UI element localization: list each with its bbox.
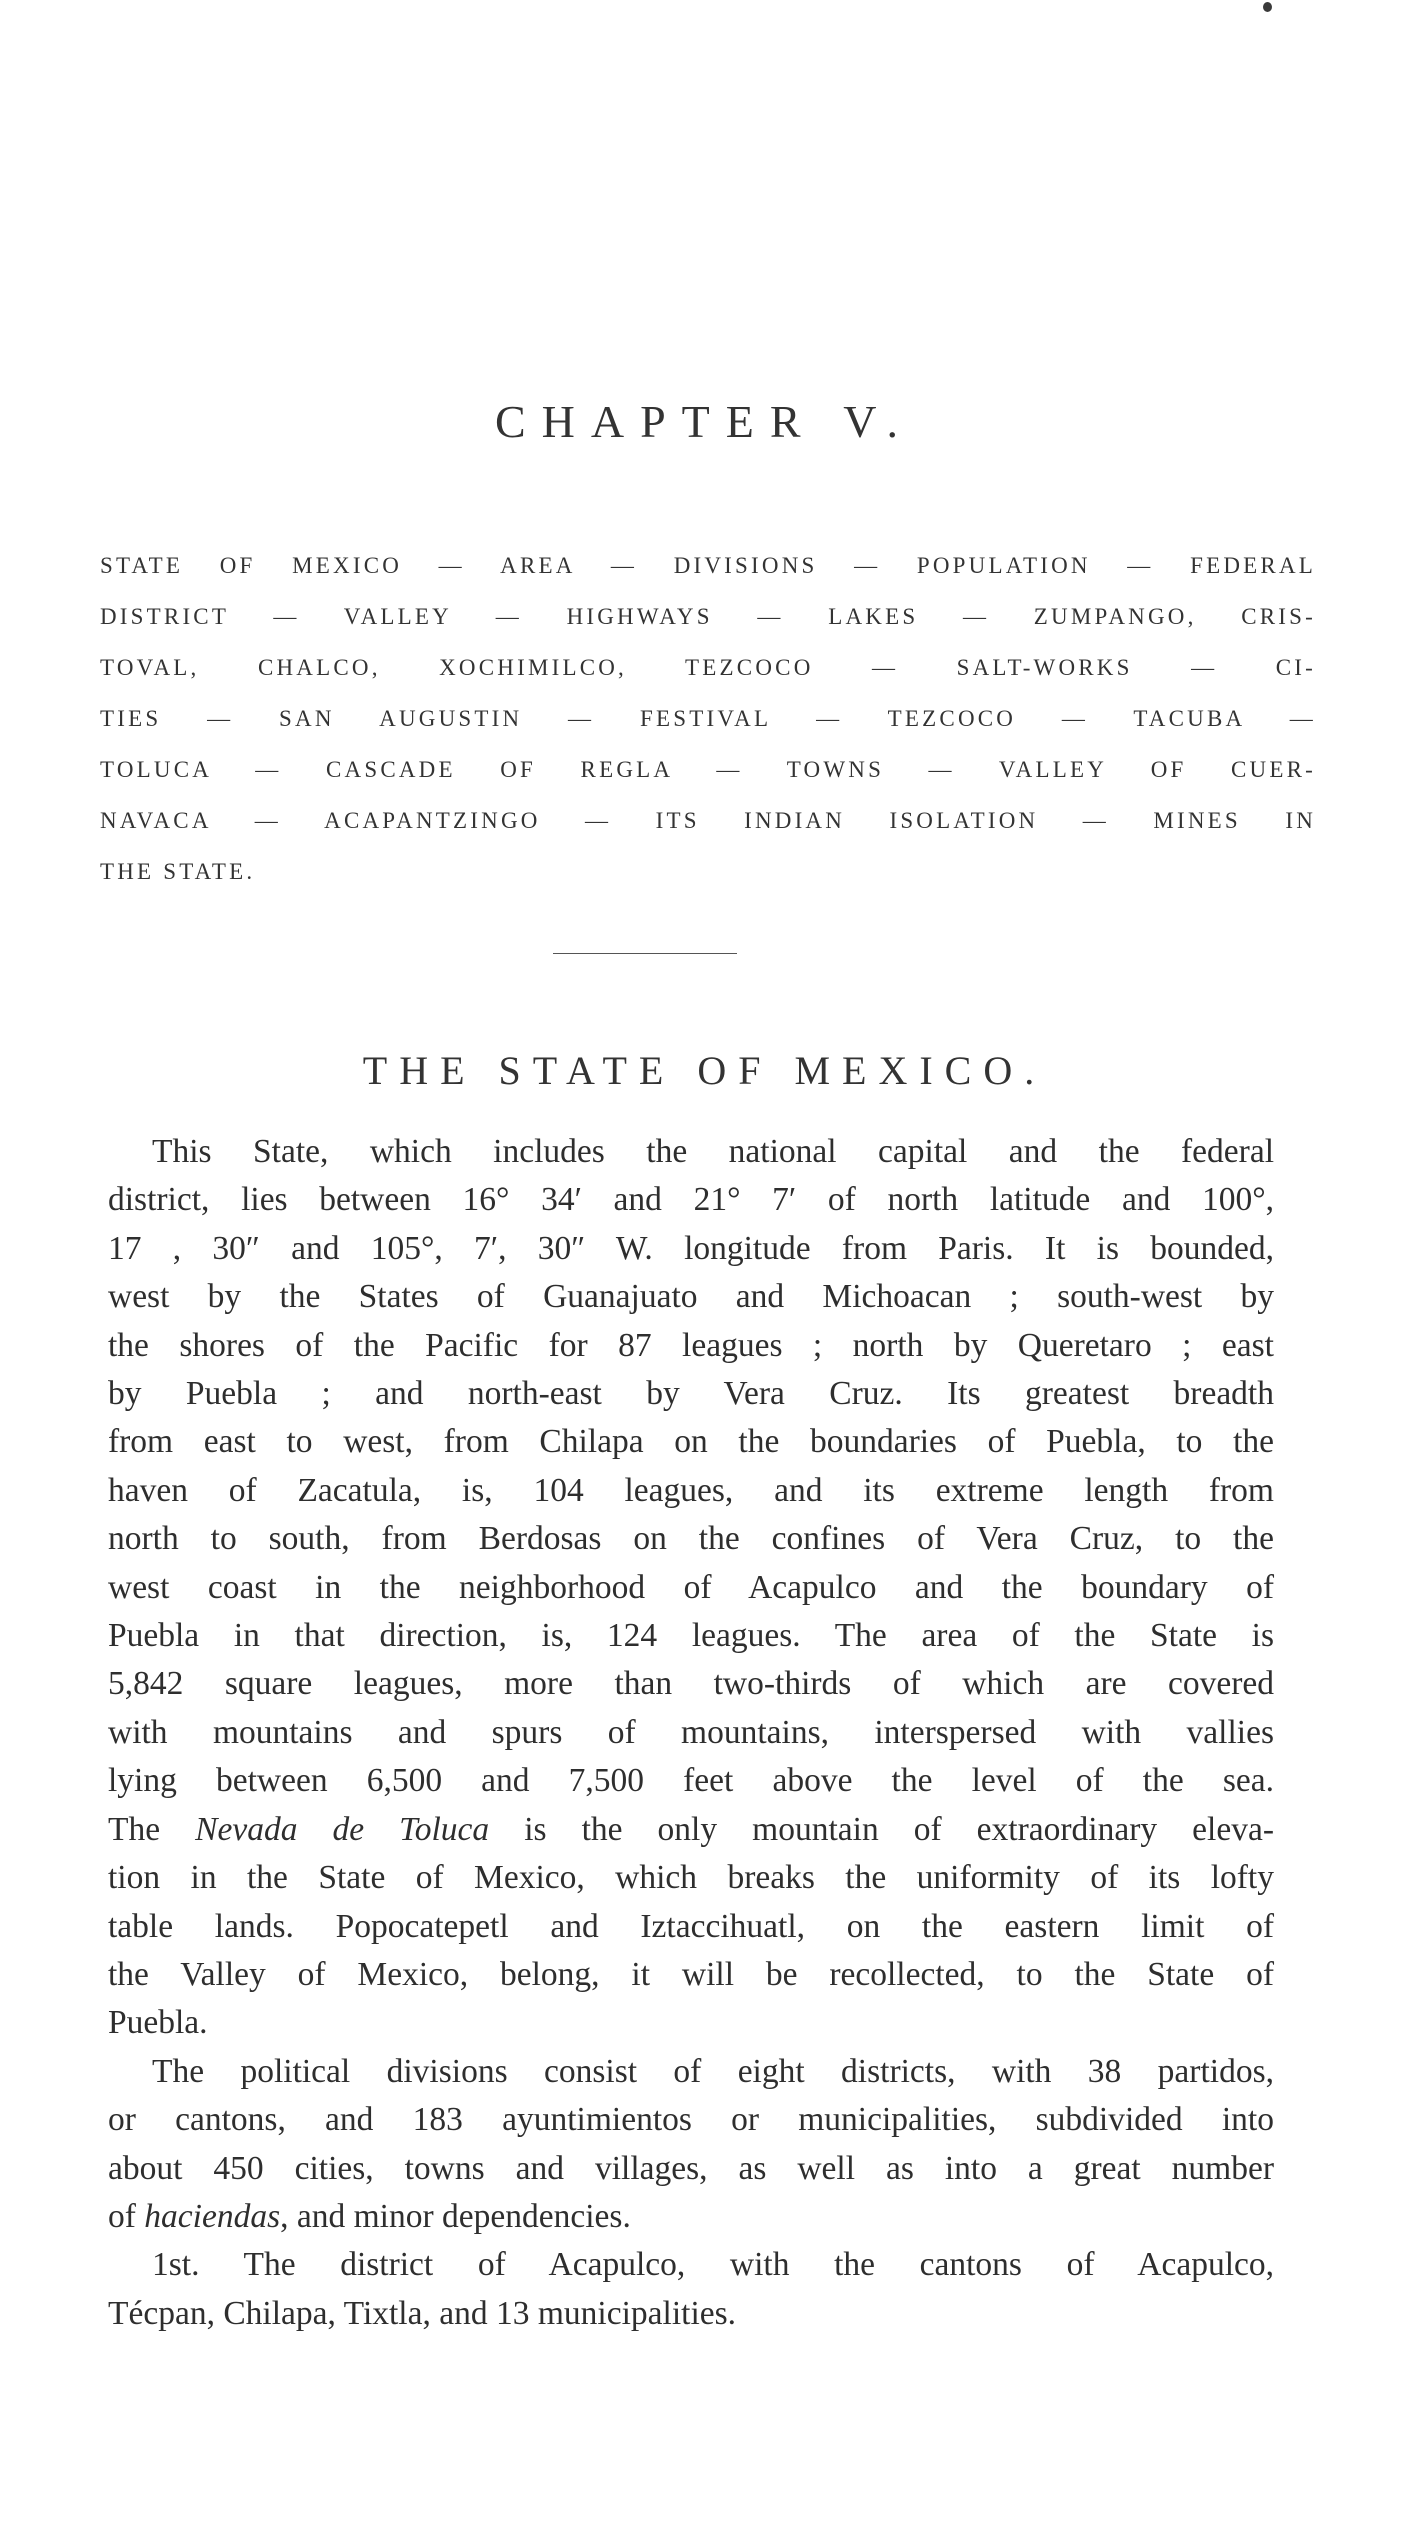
text-run: of [108,2197,145,2235]
haciendas-term: haciendas [144,2197,281,2235]
paragraph-2 [108,2048,1274,2242]
text-line: or cantons, and 183 ayuntimientos or municipalities, subdivided into [108,2101,1274,2139]
text-line: table lands. Popocatepetl and Iztaccihuatl, on the eastern limit of [108,1907,1274,1945]
chapter-summary [100,540,1316,897]
text-run: The [108,1810,196,1848]
text-line: west coast in the neighborhood of Acapulco and the boundary of [108,1568,1274,1606]
text-line: the Valley of Mexico, belong, it will be recollected, to the State of [108,1955,1274,1993]
text-line: Técpan, Chilapa, Tixtla, and 13 municipalities. [108,2294,737,2332]
text-line: This State, which includes the national capital and the federal [152,1133,1274,1170]
text-line: 5,842 square leagues, more than two-thirds of which are covered [108,1665,1274,1703]
summary-line: TOVAL, CHALCO, XOCHIMILCO, TEZCOCO — SALT-WORKS — CI- [100,655,1316,680]
paragraph-3 [108,2241,1274,2338]
text-line: Puebla. [108,2004,208,2042]
text-line: district, lies between 16° 34′ and 21° 7′ of north latitude and 100°, [108,1181,1274,1219]
text-line: by Puebla ; and north-east by Vera Cruz. Its greatest breadth [108,1375,1274,1413]
text-line: 17 , 30″ and 105°, 7′, 30″ W. longitude from Paris. It is bounded, [108,1229,1274,1267]
summary-line: THE STATE. [100,859,256,884]
ink-speck [1263,2,1272,12]
body-text [108,1128,1274,2338]
text-line: the shores of the Pacific for 87 leagues ; north by Queretaro ; east [108,1326,1274,1364]
section-divider [553,953,737,954]
text-line: west by the States of Guanajuato and Michoacan ; south-west by [108,1278,1274,1316]
summary-line: TIES — SAN AUGUSTIN — FESTIVAL — TEZCOCO — TACUBA — [100,706,1316,731]
text-line: with mountains and spurs of mountains, interspersed with vallies [108,1713,1274,1751]
chapter-heading: CHAPTER V. [494,396,915,447]
text-line: The political divisions consist of eight districts, with 38 partidos, [152,2052,1274,2090]
text-line: north to south, from Berdosas on the confines of Vera Cruz, to the [108,1520,1274,1558]
text-line: Puebla in that direction, is, 124 leagues. The area of the State is [108,1617,1274,1655]
mountain-name: Nevada de Toluca [195,1810,490,1848]
summary-line: DISTRICT — VALLEY — HIGHWAYS — LAKES — ZUMPANGO, CRIS- [100,604,1316,629]
summary-line: STATE OF MEXICO — AREA — DIVISIONS — POPULATION — FEDERAL [100,553,1316,578]
text-line: haven of Zacatula, is, 104 leagues, and its extreme length from [108,1471,1274,1509]
section-title: THE STATE OF MEXICO. [362,1048,1047,1093]
paragraph-1 [108,1128,1274,2048]
text-line: lying between 6,500 and 7,500 feet above the level of the sea. [108,1762,1274,1800]
summary-line: TOLUCA — CASCADE OF REGLA — TOWNS — VALLEY OF CUER- [100,757,1316,782]
text-line [108,1806,1274,1854]
text-run: , and minor dependencies. [280,2197,631,2235]
text-line: from east to west, from Chilapa on the boundaries of Puebla, to the [108,1423,1274,1461]
text-line: about 450 cities, towns and villages, as well as into a great number [108,2149,1274,2187]
text-line: tion in the State of Mexico, which breaks the uniformity of its lofty [108,1859,1274,1897]
summary-line: NAVACA — ACAPANTZINGO — ITS INDIAN ISOLATION — MINES IN [100,808,1316,833]
summary-lines [100,540,1316,897]
text-run: is the only mountain of extraordinary eleva- [489,1810,1274,1848]
text-line: 1st. The district of Acapulco, with the cantons of Acapulco, [152,2246,1274,2284]
text-line [108,2193,1274,2241]
